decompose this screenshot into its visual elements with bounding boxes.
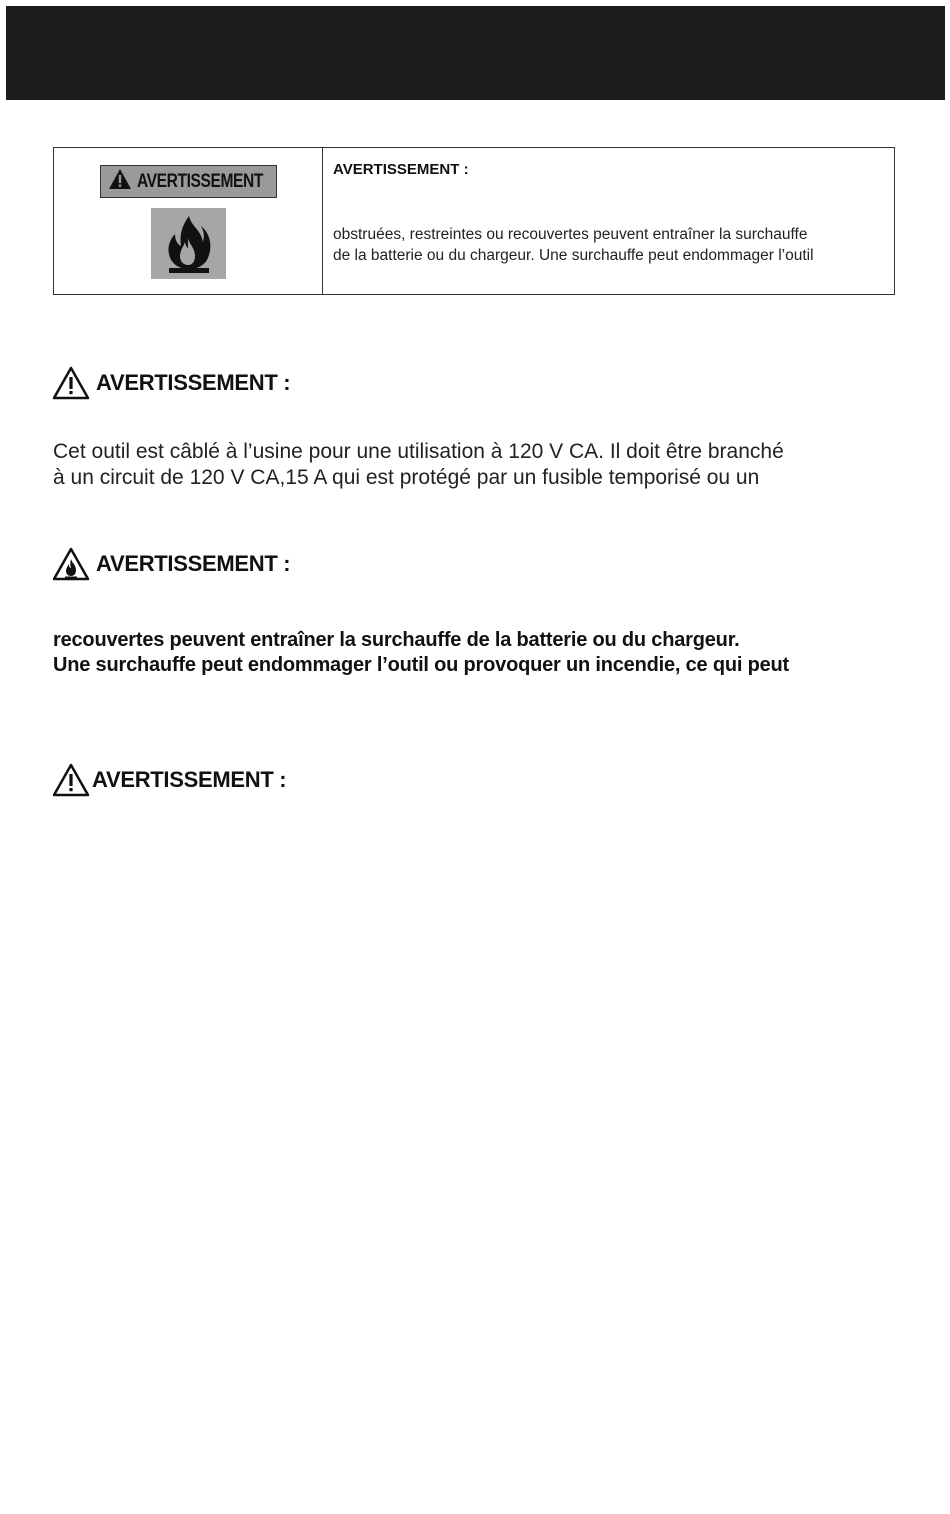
fire-icon [151,208,226,279]
section2-heading-text: AVERTISSEMENT : [96,551,291,576]
section2-line: recouvertes peuvent entraîner la surchauffe de la batterie ou du chargeur. [53,629,740,651]
section2-line: Une surchauffe peut endommager l’outil ou provoquer un incendie, ce qui peut [53,654,789,676]
section3-heading-text: AVERTISSEMENT : [92,767,287,792]
section3-heading [52,763,286,797]
warning-table [53,147,895,295]
section1-heading [52,366,290,400]
header-bar [6,6,945,100]
warning-triangle-icon [52,763,90,797]
table-body-line: de la batterie ou du chargeur. Une surchauffe peut endommager l’outil [333,247,814,264]
section1-line: à un circuit de 120 V CA,15 A qui est protégé par un fusible temporisé ou un [53,466,760,489]
section2-heading [52,547,290,581]
warning-text-cell [323,148,894,294]
table-warning-heading: AVERTISSEMENT : [333,161,469,178]
table-warning-body [333,224,814,266]
warning-triangle-icon [52,366,90,400]
warning-symbols-cell [54,148,323,294]
section1-line: Cet outil est câblé à l’usine pour une utilisation à 120 V CA. Il doit être branché [53,440,784,463]
section1-paragraph [53,439,784,491]
fire-warning-triangle-icon [52,547,90,581]
table-body-line: obstruées, restreintes ou recouvertes peuvent entraîner la surchauffe [333,226,808,243]
warning-label-badge [100,165,277,198]
section1-heading-text: AVERTISSEMENT : [96,370,291,395]
warning-triangle-icon [108,168,132,195]
warning-label-text: AVERTISSEMENT [137,170,264,192]
section2-paragraph [53,628,789,678]
